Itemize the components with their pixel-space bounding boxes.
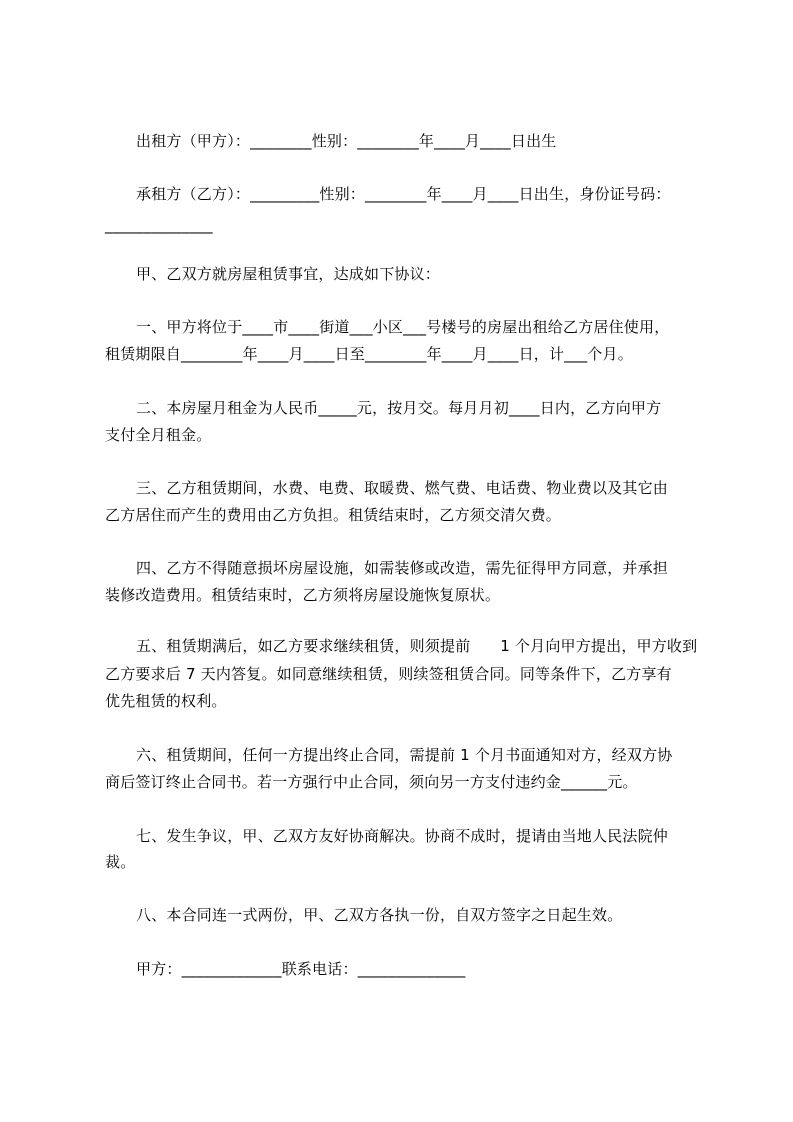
clause-3-line-2: 乙方居住而产生的费用由乙方负担。租赁结束时，乙方须交清欠费。 <box>105 506 562 524</box>
signature-line: 甲方：_____________联系电话：______________ <box>136 960 466 978</box>
clause-1-line-1: 一、甲方将位于____市____街道___小区___号楼号的房屋出租给乙方居住使用， <box>136 318 670 336</box>
clause-7-line-1: 七、发生争议，甲、乙双方友好协商解决。协商不成时，提请由当地人民法院仲 <box>136 827 669 845</box>
clause-5-line-2: 乙方要求后 7 天内答复。如同意继续租赁，则续签租赁合同。同等条件下，乙方享有 <box>105 665 672 683</box>
clause-3-line-1: 三、乙方租赁期间，水费、电费、取暖费、燃气费、电话费、物业费以及其它由 <box>136 479 669 497</box>
intro-text: 甲、乙双方就房屋租赁事宜，达成如下协议： <box>136 265 441 283</box>
clause-2-line-1: 二、本房屋月租金为人民币_____元，按月交。每月月初____日内，乙方向甲方 <box>136 399 662 417</box>
clause-5-line-1: 五、租赁期满后，如乙方要求继续租赁，则须提前 1 个月向甲方提出，甲方收到 <box>136 637 698 655</box>
clause-8-line-1: 八、本合同连一式两份，甲、乙双方各执一份，自双方签字之日起生效。 <box>136 906 623 924</box>
lessee-line: 承租方（乙方）：_________性别：________年____月____日出生，身份证号码： <box>136 185 671 203</box>
clause-7-line-2: 裁。 <box>105 853 136 871</box>
clause-4-line-2: 装修改造费用。租赁结束时，乙方须将房屋设施恢复原状。 <box>105 586 501 604</box>
clause-4-line-1: 四、乙方不得随意损坏房屋设施，如需装修或改造，需先征得甲方同意，并承担 <box>136 559 669 577</box>
lessor-line: 出租方（甲方）：________性别：________年____月____日出生 <box>136 132 557 150</box>
clause-6-line-2: 商后签订终止合同书。若一方强行中止合同，须向另一方支付违约金______元。 <box>105 773 638 791</box>
clause-6-line-1: 六、租赁期间，任何一方提出终止合同，需提前 1 个月书面通知对方，经双方协 <box>136 746 673 764</box>
clause-5-line-3: 优先租赁的权利。 <box>105 692 227 710</box>
clause-2-line-2: 支付全月租金。 <box>105 426 212 444</box>
clause-1-line-2: 租赁期限自________年____月____日至________年____月____日，计___个月。 <box>105 345 633 363</box>
lessee-id-blank: ______________ <box>105 216 213 234</box>
